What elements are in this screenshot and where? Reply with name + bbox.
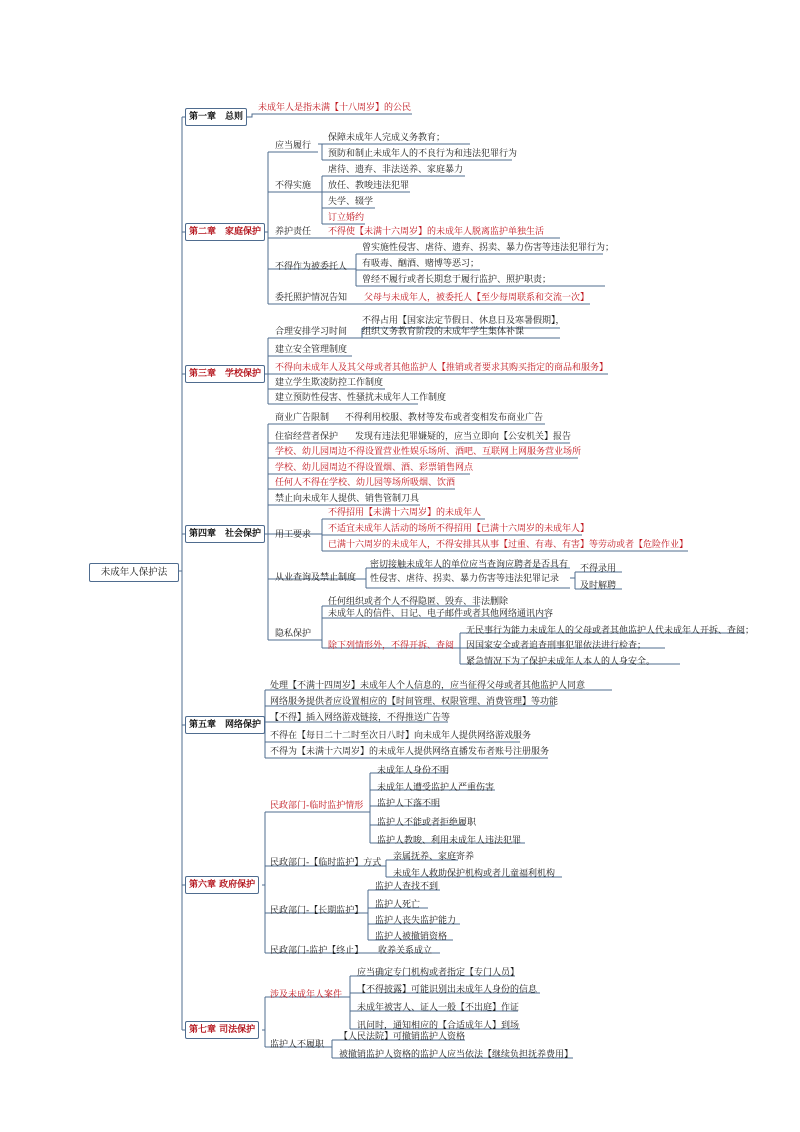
ch6-cq[interactable]: 民政部门-【长期监护】 xyxy=(270,906,364,916)
chapter-2-node[interactable]: 第二章 家庭保护 xyxy=(185,223,265,241)
ch5-n3: 【不得】插入网络游戏链接，不得推送广告等 xyxy=(270,713,451,723)
ch7-b1: 【人民法院】可撤销监护人资格 xyxy=(339,1032,466,1042)
ch2-budeshishi[interactable]: 不得实施 xyxy=(275,181,312,191)
ch6-c4: 监护人被撤销资格 xyxy=(375,932,448,942)
ch3-s4: 建立预防性侵害、性骚扰未成年人工作制度 xyxy=(275,393,447,403)
ch6-c3: 监护人丧失监护能力 xyxy=(375,916,457,926)
ch4-ys[interactable]: 隐私保护 xyxy=(275,629,312,639)
ch4-ad[interactable]: 商业广告限制 xyxy=(275,413,330,423)
ch4-knife: 禁止向未成年人提供、销售管制刀具 xyxy=(275,494,420,504)
ch5-n1: 处理【不满十四周岁】未成年人个人信息的，应当征得父母或者其他监护人同意 xyxy=(270,681,586,691)
ch7-k3: 未成年被害人、证人一般【不出庭】作证 xyxy=(357,1003,520,1013)
ch7-case[interactable]: 涉及未成年人案件 xyxy=(270,990,343,1000)
ch4-u2: 不适宜未成年人活动的场所不得招用【已满十六周岁的未成年人】 xyxy=(328,524,590,534)
chapter-5-node[interactable]: 第五章 网络保护 xyxy=(185,716,265,734)
ch6-l1: 未成年人身份不明 xyxy=(377,766,450,776)
ch2-y1: 保障未成年人完成义务教育； xyxy=(328,133,446,143)
ch4-u1: 不得招用【未满十六周岁】的未成年人 xyxy=(328,508,482,518)
ch3-s2: 不得向未成年人及其父母或者其他监护人【推销或者要求其购买指定的商品和服务】 xyxy=(275,363,609,373)
ch4-yonggong[interactable]: 用工要求 xyxy=(275,530,312,540)
chapter-7-node[interactable]: 第七章 司法保护 xyxy=(185,1021,259,1039)
ch3-h1: 不得占用【国家法定节假日、休息日及寒暑假期】， xyxy=(362,316,565,326)
ch7-bl[interactable]: 监护人不履职 xyxy=(270,1040,325,1050)
chapter-4-node[interactable]: 第四章 社会保护 xyxy=(185,525,265,543)
ch2-b3: 失学、辍学 xyxy=(328,197,374,207)
ch4-cy2: 性侵害、虐待、拐卖、暴力伤害等违法犯罪记录 xyxy=(370,574,560,584)
ch5-n5: 不得为【未满十六周岁】的未成年人提供网络直播发布者账号注册服务 xyxy=(270,747,550,757)
ch4-r3: 任何人不得在学校、幼儿园等场所吸烟、饮酒 xyxy=(275,478,456,488)
ch3-h2: 组织义务教育阶段的未成年学生集体补课 xyxy=(362,327,525,337)
ch4-r2: 学校、幼儿园周边不得设置烟、酒、彩票销售网点 xyxy=(275,463,474,473)
ch2-zhaohu-note: 父母与未成年人，被委托人【至少每周联系和交流一次】 xyxy=(364,293,590,303)
ch6-fs[interactable]: 民政部门-【临时监护】方式 xyxy=(270,858,382,868)
ch4-ad-note: 不得利用校服、教材等发布或者变相发布商业广告 xyxy=(345,413,544,423)
ch7-k4: 讯问时，通知相应的【合适成年人】到场 xyxy=(357,1021,520,1031)
ch7-k1: 应当确定专门机构或者指定【专门人员】 xyxy=(357,968,520,978)
ch6-l3: 监护人下落不明 xyxy=(377,799,441,809)
ch4-cy1: 密切接触未成年人的单位应当查询应聘者是否具有 xyxy=(370,560,569,570)
chapter-1-node[interactable]: 第一章 总则 xyxy=(185,108,247,126)
ch6-l2: 未成年人遭受监护人严重伤害 xyxy=(377,783,495,793)
ch2-yingdang[interactable]: 应当履行 xyxy=(275,141,312,151)
ch1-definition: 未成年人是指未满【十八周岁】的公民 xyxy=(258,103,412,113)
ch6-zz[interactable]: 民政部门-监护【终止】 xyxy=(270,946,364,956)
ch4-ys3: 除下列情形外，不得开拆、查阅 xyxy=(328,641,455,651)
ch6-l5: 监护人教唆、利用未成年人违法犯罪 xyxy=(377,836,522,846)
ch3-heli[interactable]: 合理安排学习时间 xyxy=(275,327,348,337)
ch2-w1: 曾实施性侵害、虐待、遗弃、拐卖、暴力伤害等违法犯罪行为； xyxy=(362,243,615,253)
ch6-c2: 监护人死亡 xyxy=(375,900,421,910)
ch2-yanghu[interactable]: 养护责任 xyxy=(275,227,312,237)
ch4-ys6: 紧急情况下为了保护未成年人本人的人身安全。 xyxy=(466,657,656,667)
ch5-n4: 不得在【每日二十二时至次日八时】向未成年人提供网络游戏服务 xyxy=(270,731,532,741)
ch6-lin[interactable]: 民政部门-临时监护情形 xyxy=(270,801,364,811)
ch4-cy4: 及时解聘 xyxy=(580,581,617,591)
ch2-b1: 虐待、遗弃、非法送养、家庭暴力 xyxy=(328,165,464,175)
ch6-zz-note: 收养关系成立 xyxy=(378,946,433,956)
ch6-f2: 未成年人救助保护机构或者儿童福利机构 xyxy=(393,869,556,879)
ch4-r1: 学校、幼儿园周边不得设置营业性娱乐场所、酒吧、互联网上网服务营业场所 xyxy=(275,447,582,457)
ch4-ys1: 任何组织或者个人不得隐匿、毁弃、非法删除 xyxy=(328,597,509,607)
ch3-s1: 建立安全管理制度 xyxy=(275,345,348,355)
ch4-hotel[interactable]: 住宿经营者保护 xyxy=(275,432,339,442)
ch6-l4: 监护人不能或者拒绝履职 xyxy=(377,818,477,828)
ch2-w2: 有吸毒、酗酒、赌博等恶习； xyxy=(362,259,480,269)
ch7-k2: 【不得披露】可能识别出未成年人身份的信息 xyxy=(357,985,538,995)
ch4-cy[interactable]: 从业查询及禁止制度 xyxy=(275,573,357,583)
ch2-yanghu-note: 不得使【未满十六周岁】的未成年人脱离监护单独生活 xyxy=(328,227,545,237)
ch2-w3: 曾经不履行或者长期怠于履行监护、照护职责； xyxy=(362,275,552,285)
ch4-ys2: 未成年人的信件、日记、电子邮件或者其他网络通讯内容 xyxy=(328,609,554,619)
ch4-cy3: 不得录用 xyxy=(580,564,617,574)
ch2-weituo[interactable]: 不得作为被委托人 xyxy=(275,262,348,272)
ch3-s3: 建立学生欺凌防控工作制度 xyxy=(275,378,384,388)
ch5-n2: 网络服务提供者应设置相应的【时间管理、权限管理、消费管理】等功能 xyxy=(270,697,559,707)
ch2-b2: 放任、教唆违法犯罪 xyxy=(328,181,410,191)
chapter-6-node[interactable]: 第六章 政府保护 xyxy=(185,876,259,894)
ch2-b4: 订立婚约 xyxy=(328,213,365,223)
ch4-ys5: 因国家安全或者追查刑事犯罪依法进行检查； xyxy=(466,641,647,651)
root-node[interactable]: 未成年人保护法 xyxy=(89,563,179,582)
ch2-y2: 预防和制止未成年人的不良行为和违法犯罪行为 xyxy=(328,149,518,159)
ch6-c1: 监护人查找不到 xyxy=(375,882,439,892)
ch4-ys4: 无民事行为能力未成年人的父母或者其他监护人代未成年人开拆、查阅； xyxy=(466,626,755,636)
chapter-3-node[interactable]: 第三章 学校保护 xyxy=(185,365,265,383)
ch4-hotel-note: 发现有违法犯罪嫌疑的，应当立即向【公安机关】报告 xyxy=(355,432,572,442)
ch6-f1: 亲属抚养、家庭寄养 xyxy=(393,852,475,862)
ch4-u3: 已满十六周岁的未成年人，不得安排其从事【过重、有毒、有害】等劳动或者【危险作业】 xyxy=(328,540,689,550)
ch7-b2: 被撤销监护人资格的监护人应当依法【继续负担抚养费用】 xyxy=(339,1050,574,1060)
ch2-zhaohu[interactable]: 委托照护情况告知 xyxy=(275,293,348,303)
